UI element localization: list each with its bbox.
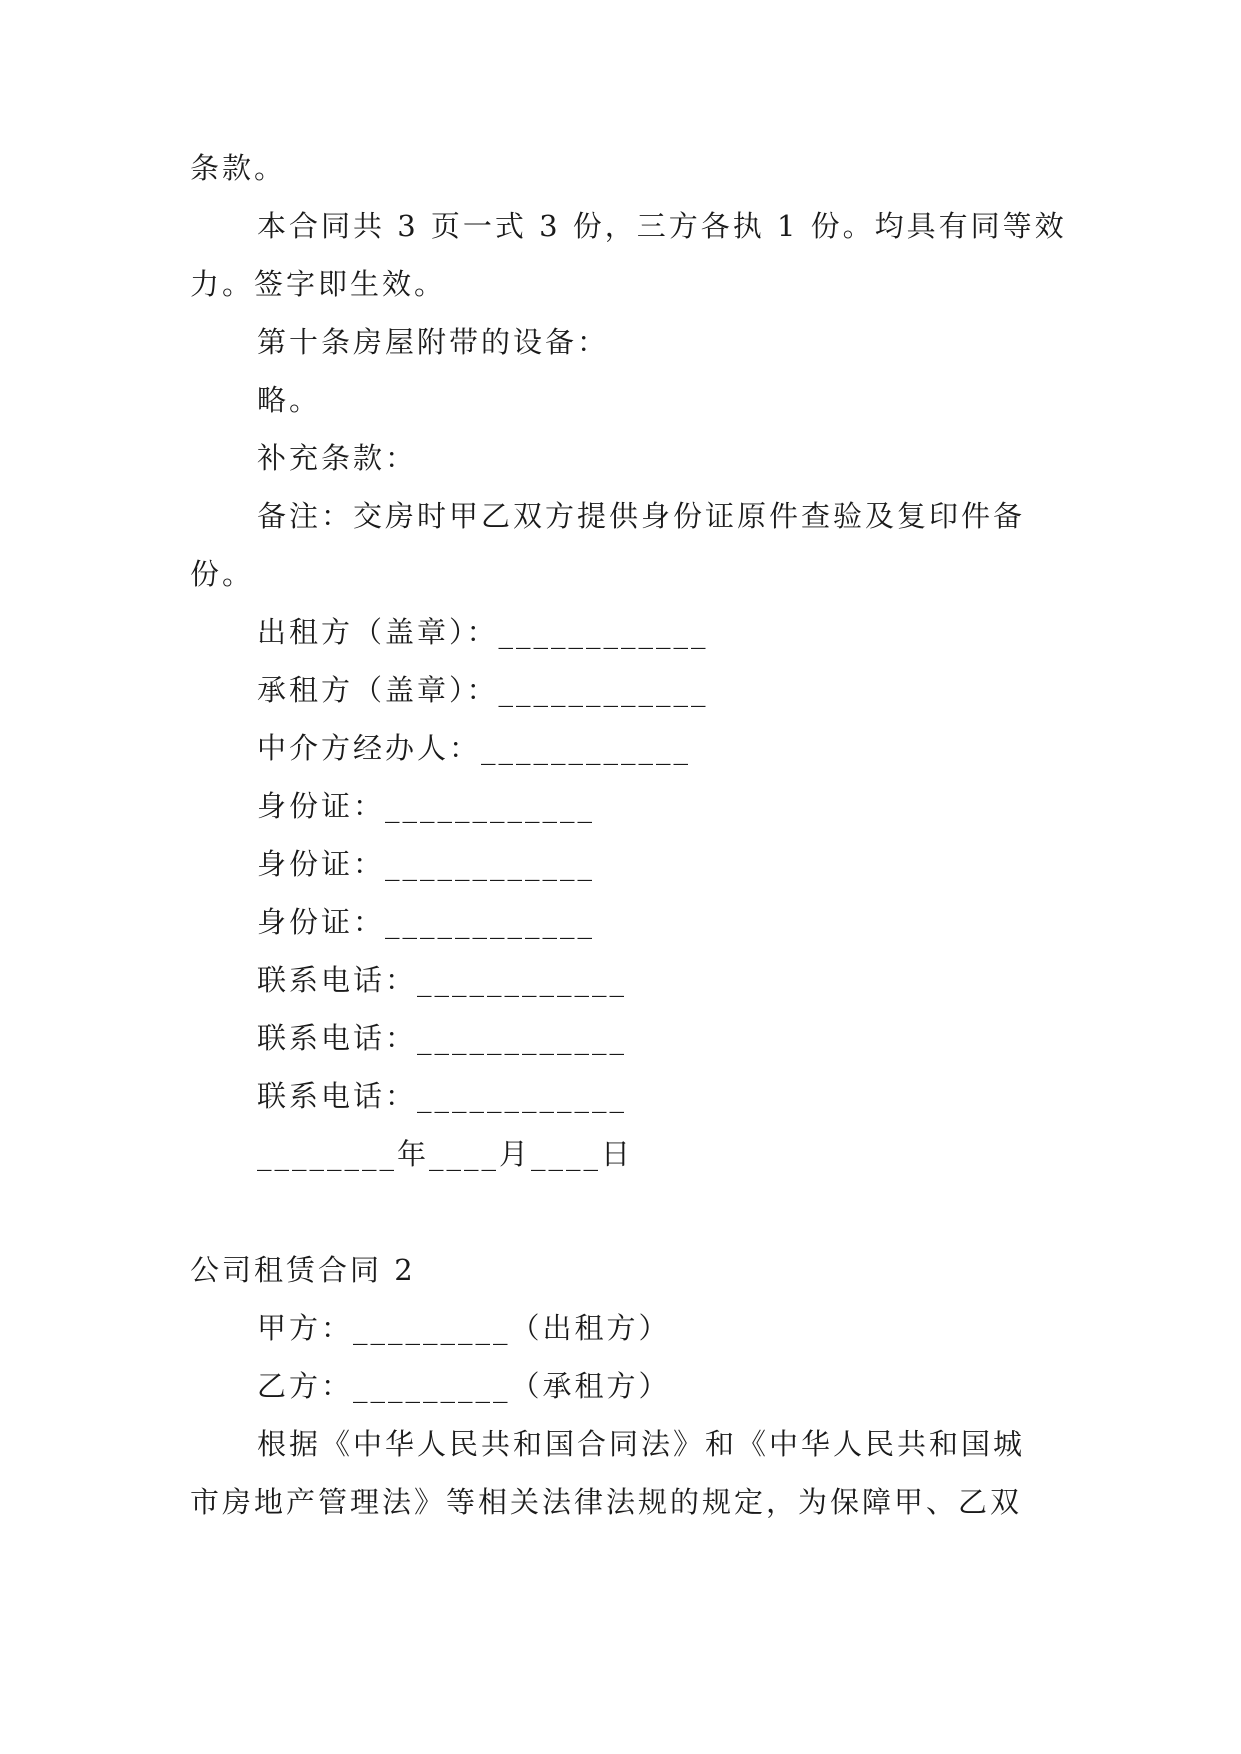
signature-agent: 中介方经办人：____________ xyxy=(257,731,692,765)
text-line-effective: 力。签字即生效。 xyxy=(190,267,447,301)
party-b-field: 乙方：_________（承租方） xyxy=(257,1369,671,1403)
phone-field: 联系电话：____________ xyxy=(257,963,628,997)
date-field: ________年____月____日 xyxy=(257,1137,634,1171)
text-line-clause-end: 条款。 xyxy=(190,151,287,185)
text-line-omitted: 略。 xyxy=(257,383,322,417)
text-line-copies: 本合同共 3 页一式 3 份，三方各执 1 份。均具有同等效 xyxy=(257,209,1067,243)
text-line-legal-basis: 根据《中华人民共和国合同法》和《中华人民共和国城 xyxy=(257,1427,1026,1461)
party-a-field: 甲方：_________（出租方） xyxy=(257,1311,671,1345)
id-card-field: 身份证：____________ xyxy=(257,847,596,881)
phone-field: 联系电话：____________ xyxy=(257,1079,628,1113)
id-card-field: 身份证：____________ xyxy=(257,789,596,823)
phone-field: 联系电话：____________ xyxy=(257,1021,628,1055)
section-title: 公司租赁合同 2 xyxy=(190,1253,416,1287)
signature-lessee: 承租方（盖章）：____________ xyxy=(257,673,709,707)
text-line-supplementary: 补充条款： xyxy=(257,441,418,475)
id-card-field: 身份证：____________ xyxy=(257,905,596,939)
text-line-article-ten: 第十条房屋附带的设备： xyxy=(257,325,610,359)
text-line-legal-basis-cont: 市房地产管理法》等相关法律法规的规定，为保障甲、乙双 xyxy=(190,1485,1023,1519)
text-line-note: 备注：交房时甲乙双方提供身份证原件查验及复印件备 xyxy=(257,499,1026,533)
text-line-note-end: 份。 xyxy=(190,557,255,591)
signature-lessor: 出租方（盖章）：____________ xyxy=(257,615,709,649)
